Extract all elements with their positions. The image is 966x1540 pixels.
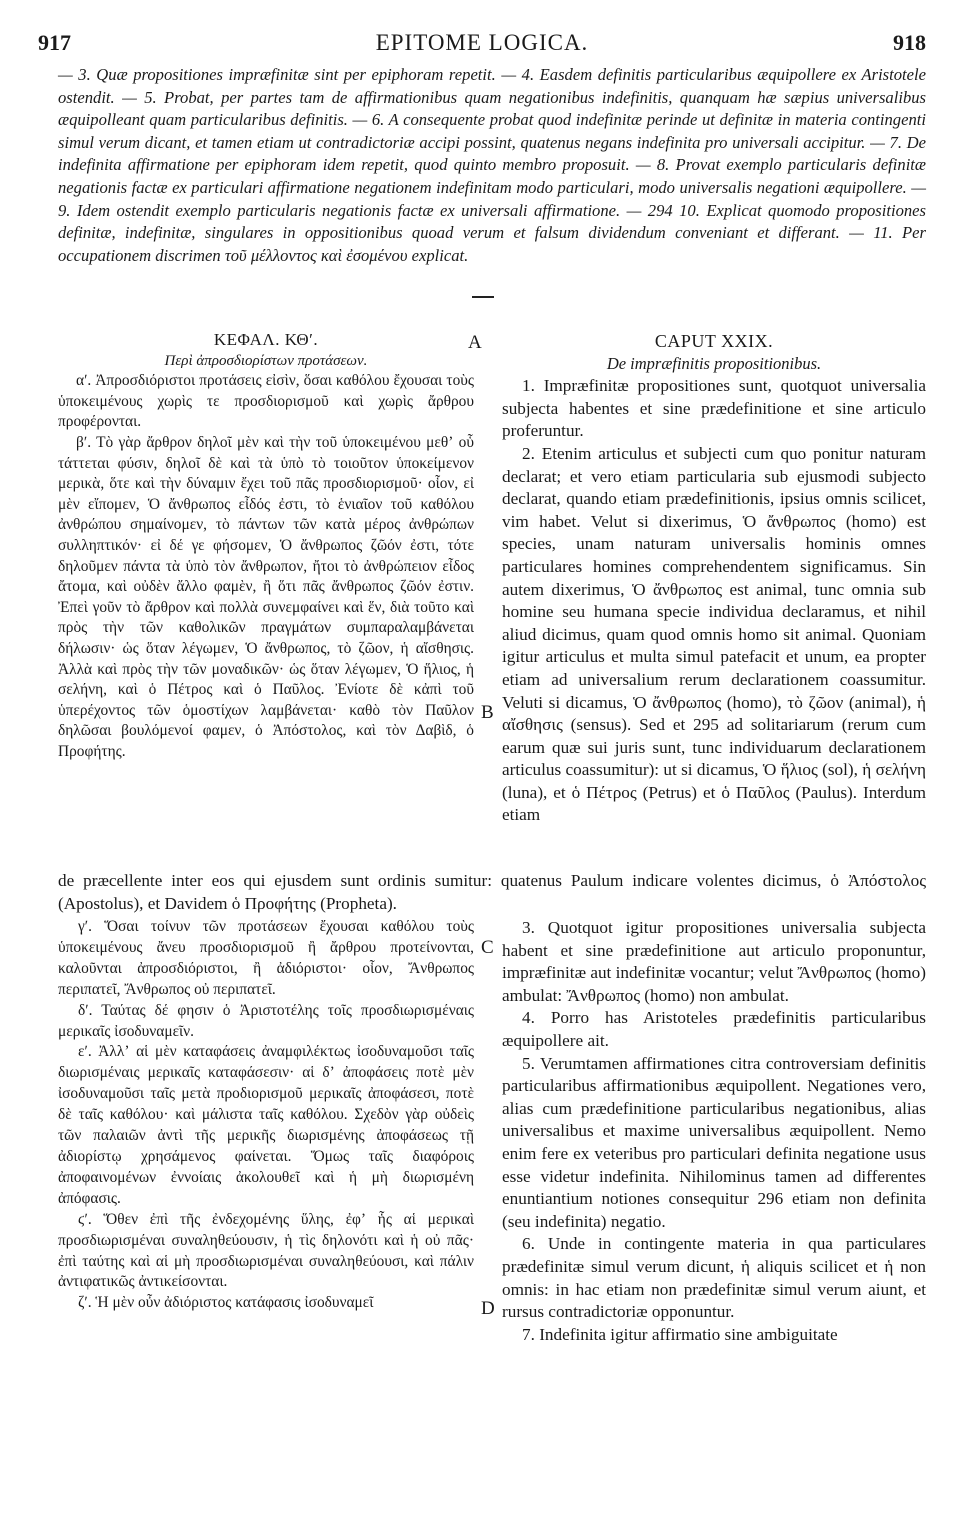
- margin-marker-c: C: [481, 937, 494, 958]
- greek-paragraph: εʹ. Ἀλλʼ αἱ μὲν καταφάσεις ἀναμφιλέκτως ἰσοδυναμοῦσι ταῖς διωρισμέναις μερικαῖς καταφάσεσιν· αἱ δʼ ἀποφάσεις ποτὲ μὲν ἰσοδυναμοῦσι ταῖς μετὰ προδιορισμοῦ μερικαῖς ἀποφάσεσι, ποτὲ δὲ ταῖς καθόλου· καὶ μάλιστα ταῖς καθόλου. Σχεδὸν γὰρ οὐδεὶς τῶν παλαιῶν ἀντὶ τῆς μερικῆς διωρισμένης ἀποφάσεως τῇ ἀδιορίστῳ χρησάμενος φαίνεται. Ὅμως ταῖς διαφόροις ἀποφαινομένων ἐννοίαις ἀκολουθεῖ καὶ ἡ μὴ διωρισμένη ἀπόφασις.: [58, 1043, 474, 1207]
- right-page-number: 918: [893, 30, 926, 55]
- greek-paragraph: ϛʹ. Ὅθεν ἐπὶ τῆς ἐνδεχομένης ὕλης, ἐφʼ ἧς αἱ μερικαὶ προσδιωρισμέναι συναληθεύουσιν, ἡ τὶς δηλονότι καὶ ἡ οὐ πᾶς· ἐπὶ ταύτης καὶ αἱ μὴ προσδιωρισμέναι συναληθεύουσι, καὶ πάλιν ἀντιφατικῶς ἀντικείσονται.: [58, 1210, 474, 1291]
- latin-paragraph: 2. Etenim articulus et subjecti cum quo ponitur naturam declarat; et vero etiam particularia sub ejusmodi subjecto declarat, quando etiam prædefinitionis, ipsius omnis scilicet, vim habet. Velut si dixerimus, Ὁ ἄνθρωπος (homo) est species, unam naturam universalis hominis omnes particulares homines comprehendentem significamus. Sin autem dixerimus, Ὁ ἄνθρωπος est animal, tunc omnia sub homine seu humana specie individua declaramus, et nihil aliud dicimus, quam quod omnis homo sit animal. Quoniam igitur articulus et multa simul patefacit et unum, ea propter etiam ad universalium rerum declarationem coassumitur. Veluti si dicamus, Ὁ ἄνθρωπος (homo), τὸ ζῶον (animal), ἡ αἴσθησις (sensus). Sed et 295 ad solitariarum (rerum cum earum quæ sui juris sunt, tunc individuarum declarationem articulus coassumitur): ut si dicamus, Ὁ ἥλιος (sol), ἡ σελήνη (luna), et ὁ Πέτρος (Petrus) et ὁ Παῦλος (Paulus). Interdum etiam: [502, 443, 926, 825]
- greek-chapter-heading: ΚΕΦΑΛ. ΚΘʹ.: [213, 330, 319, 349]
- greek-paragraph: ζʹ. Ἡ μὲν οὖν ἀδιόριστος κατάφασις ἰσοδυναμεῖ: [78, 1294, 374, 1312]
- margin-marker-d: D: [481, 1298, 495, 1319]
- latin-chapter-heading: CAPUT XXIX.: [654, 331, 774, 351]
- latin-paragraph: 4. Porro has Aristoteles prædefinitis particularibus æquipollere ait.: [502, 1008, 926, 1050]
- greek-paragraph: βʹ. Τὸ γὰρ ἄρθρον δηλοῖ μὲν καὶ τὴν τοῦ ὑποκειμένου μεθʼ οὗ τάττεται φύσιν, δηλοῖ δὲ καὶ τὰ ὑπὸ τὸ τοιοῦτον ὑποκείμενον μερικὰ, ὅτε καὶ τὴν δύναμιν ἔχει τοῦ πᾶς προσδιορισμοῦ· οἷον, εἰ μὲν εἴπομεν, Ὁ ἄνθρωπος εἶδός ἐστι, τὸ ἑνιαῖον τοῦ καθόλου ἀνθρώπου σημαίνομεν, τὸ πάντων τῶν κατὰ μέρος ἀνθρώπων συλληπτικόν· εἰ δέ γε φήσομεν, Ὁ ἄνθρωπος ζῶόν ἐστι, τότε δηλοῦμεν πάντα τὰ ὑπὸ τὸν ἄνθρωπον, ἤτοι τὸ ἀνθρώπειον εἶδος ἄτομα, καὶ οὐδὲν ἄλλο φαμὲν, ἢ ὅτι πᾶς ἄνθρωπος ζῶόν ἐστιν. Ἐπεὶ γοῦν τὸ ἄρθρον καὶ πολλὰ συνεμφαίνει καὶ ἕν, διὰ τοῦτο καὶ πρὸς τὴν τῶν καθολικῶν πραγμάτων συμπαραλαμβάνεται δήλωσιν· ὡς ὅταν λέγωμεν, Ὁ ἄνθρωπος, τὸ ζῶον, ἡ αἴσθησις. Ἀλλὰ καὶ πρὸς τὴν τῶν μοναδικῶν· ὡς ὅταν λέγωμεν, Ὁ ἥλιος, ἡ σελήνη, καὶ ὁ Πέτρος καὶ ὁ Παῦλος. Ἐνίοτε δὲ κἀπὶ τοῦ ὑπερέχοντος τῶν ὁμοστίχων λαμβάνεται· καθὸ τὸν Παῦλον δηλῶσαι βουλόμενοί φαμεν, ὁ Ἀπόστολος, καὶ τὸν Δαβὶδ, ὁ Προφήτης.: [58, 433, 474, 760]
- latin-column-upper: [502, 330, 926, 827]
- greek-paragraph: δʹ. Ταύτας δέ φησιν ὁ Ἀριστοτέλης τοῖς προσδιωρισμέναις μερικαῖς ἰσοδυναμεῖν.: [58, 1001, 474, 1040]
- latin-paragraph: 7. Indefinita igitur affirmatio sine ambiguitate: [522, 1324, 838, 1344]
- latin-paragraph: 1. Impræfinitæ propositiones sunt, quotquot universalia subjecta habentes et sine prædefinitione et sine articulo proferuntur.: [502, 376, 926, 441]
- greek-column-lower: [58, 917, 474, 1314]
- latin-chapter-subtitle: De impræfinitis propositionibus.: [606, 353, 822, 373]
- greek-paragraph: γʹ. Ὅσαι τοίνυν τῶν προτάσεων ἔχουσαι καθόλου τοὺς ὑποκειμένους ἄνευ προσδιορισμοῦ ἢ ἄρθρου προτείνονται, καλοῦνται ἀπροσδιόριστοι, ἢ ἀδιόριστοι· οἷον, Ἄνθρωπος περιπατεῖ, Ἄνθρωπος οὐ περιπατεῖ.: [58, 918, 474, 998]
- greek-column-upper: [58, 330, 474, 762]
- running-title: EPITOME LOGICA.: [375, 30, 589, 55]
- margin-marker-a: A: [468, 332, 482, 353]
- latin-paragraph: 5. Verumtamen affirmationes citra controversiam definitis particularibus affirmationibus æquipollent. Negationes vero, alias cum prædefinitione particularibus negationibus, alias universalibus et maxime universalibus æquipollent. Nemo enim fere ex veteribus pro particulari definita negatione usus esse videtur indefinita. Nihilominus tamen ad differentes enuntiantium notiones consequitur 296 etiam non definita (seu indefinita) negatio.: [502, 1053, 926, 1231]
- chapter-summary: [58, 64, 926, 267]
- latin-paragraph: 3. Quotquot igitur propositiones universalia subjecta habent et sine prædefinitione aut articulo proponuntur, impræfinitæ aut indefinitæ vocantur; velut Ἄνθρωπος (homo) ambulat: Ἄνθρωπος (homo) non ambulat.: [502, 918, 926, 1005]
- continuation-text: de præcellente inter eos qui ejusdem sunt ordinis sumitur: quatenus Paulum indicare volentes dicimus, ὁ Ἀπόστολος (Apostolus), et Davidem ὁ Προφήτης (Propheta).: [58, 871, 926, 913]
- greek-chapter-subtitle: Περὶ ἀπροσδιορίστων προτάσεων.: [164, 352, 368, 369]
- summary-text: — 3. Quæ propositiones impræfinitæ sint per epiphoram repetit. — 4. Easdem definitis particularibus æquipollere ex Aristotele ostendit. — 5. Probat, per partes tam de affirmationibus quam negationibus indefinitis, quanquam hæ sæpius universalibus æquipolleant quam particularibus definitis. — 6. A consequente probat quod indefinitæ perinde ut definitæ in materia contingenti simul verum dicant, et tamen etiam ut contradictoriæ accipi possint, quatenus negans indefinita pro universali accipitur. — 7. De indefinita affirmatione per epiphoram idem repetit, quod quinto membro proposuit. — 8. Provat exemplo particularis definitæ negationis factæ ex particulari affirmatione negationem indefinitam modo particulari, modo universalis negationi æquipollere. — 9. Idem ostendit exemplo particularis negationis factæ ex universali affirmatione. — 294 10. Explicat quomodo propositiones definitæ, indefinitæ, singulares in oppositionibus quoad verum et falsum dividendum conveniant et differant. — 11. Per occupationem discrimen τοῦ μέλλοντος καὶ ἐσομένου explicat.: [58, 65, 926, 265]
- margin-marker-b: B: [481, 702, 494, 723]
- running-header: [38, 30, 926, 60]
- section-divider: [472, 296, 494, 298]
- latin-paragraph: 6. Unde in contingente materia in qua particulares prædefinitæ simul verum dicunt, ἡ aliquis scilicet et ἡ non omnis: in hac etiam non prædefinitæ simul verum aiunt, et rursus contradictoriæ opponuntur.: [502, 1234, 926, 1322]
- left-page-number: 917: [38, 30, 71, 55]
- full-width-continuation: [58, 870, 926, 915]
- latin-column-lower: [502, 917, 926, 1346]
- greek-paragraph: αʹ. Ἀπροσδιόριστοι προτάσεις εἰσὶν, ὅσαι καθόλου ἔχουσαι τοὺς ὑποκειμένους χωρὶς τε προσδιορισμοῦ καὶ χωρὶς ἄρθρου προφέρονται.: [58, 372, 474, 431]
